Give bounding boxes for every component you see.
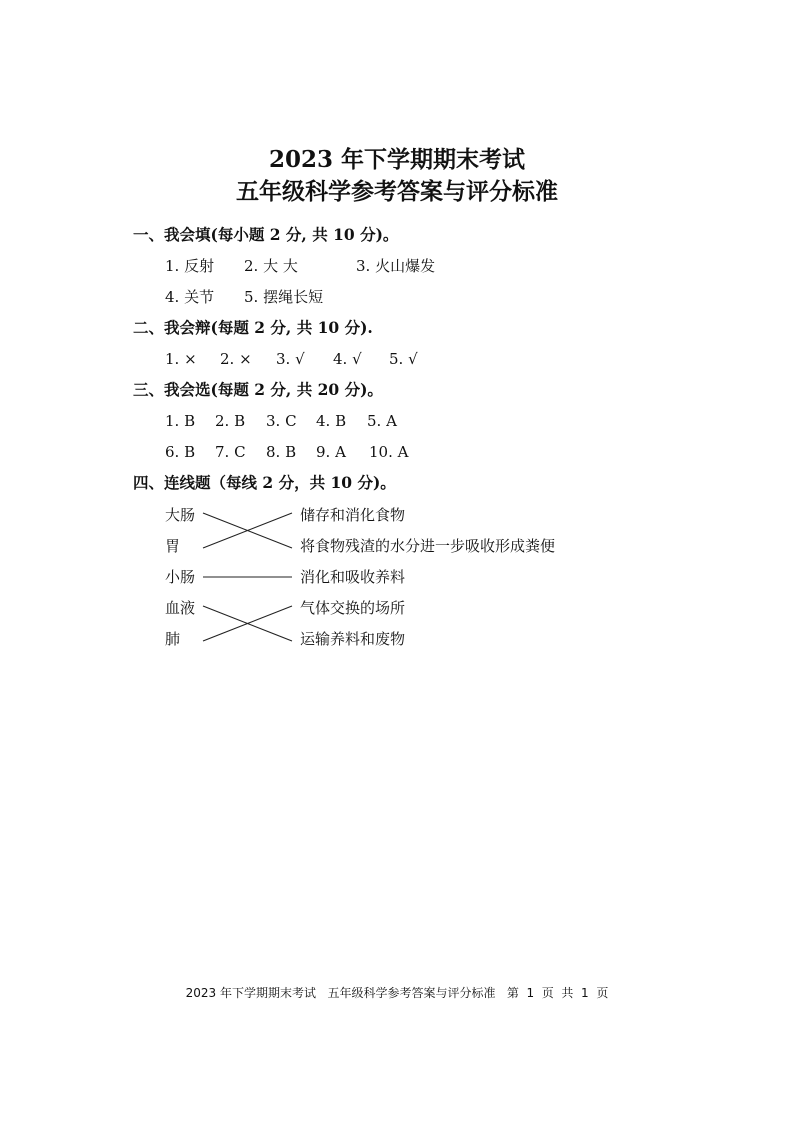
- function-label: 气体交换的场所: [300, 599, 406, 617]
- function-label: 运输养料和废物: [300, 630, 406, 648]
- organ-label: 胃: [165, 537, 181, 555]
- choice-answer: 7. C: [215, 443, 246, 461]
- judge-answer: 5. √: [389, 350, 418, 368]
- organ-label: 小肠: [165, 568, 196, 586]
- section-3-heading: 三、我会选(每题 2 分, 共 20 分)。: [133, 380, 383, 399]
- function-label: 储存和消化食物: [300, 506, 406, 524]
- choice-answer: 4. B: [316, 412, 347, 430]
- judge-answer: 1. ×: [165, 350, 197, 368]
- fill-answer: 3. 火山爆发: [356, 257, 436, 275]
- choice-answer: 5. A: [367, 412, 397, 430]
- fill-answer: 2. 大 大: [244, 257, 298, 275]
- choice-answer: 9. A: [316, 443, 346, 461]
- function-label: 将食物残渣的水分进一步吸收形成粪便: [300, 537, 556, 555]
- section-1-heading: 一、我会填(每小题 2 分, 共 10 分)。: [133, 225, 399, 244]
- judge-answer: 2. ×: [220, 350, 252, 368]
- organ-label: 大肠: [165, 506, 196, 524]
- choice-answer: 10. A: [369, 443, 409, 461]
- choice-answer: 1. B: [165, 412, 196, 430]
- choice-answer: 3. C: [266, 412, 297, 430]
- function-label: 消化和吸收养料: [300, 568, 406, 586]
- choice-answer: 2. B: [215, 412, 246, 430]
- choice-answer: 6. B: [165, 443, 196, 461]
- section-4-heading: 四、连线题（每线 2 分，共 10 分)。: [133, 473, 396, 492]
- judge-answer: 3. √: [276, 350, 305, 368]
- organ-label: 血液: [165, 599, 196, 617]
- organ-label: 肺: [165, 630, 181, 648]
- fill-answer: 1. 反射: [165, 257, 215, 275]
- choice-answer: 8. B: [266, 443, 297, 461]
- section-2-heading: 二、我会辩(每题 2 分, 共 10 分).: [133, 318, 373, 337]
- fill-answer: 4. 关节: [165, 288, 215, 306]
- judge-answer: 4. √: [333, 350, 362, 368]
- fill-answer: 5. 摆绳长短: [244, 288, 324, 306]
- page-footer: 2023 年下学期期末考试 五年级科学参考答案与评分标准 第 1 页 共 1 页: [185, 986, 609, 1000]
- page-title-line-2: 五年级科学参考答案与评分标准: [236, 178, 558, 205]
- page-title-line-1: 2023 年下学期期末考试: [268, 146, 526, 173]
